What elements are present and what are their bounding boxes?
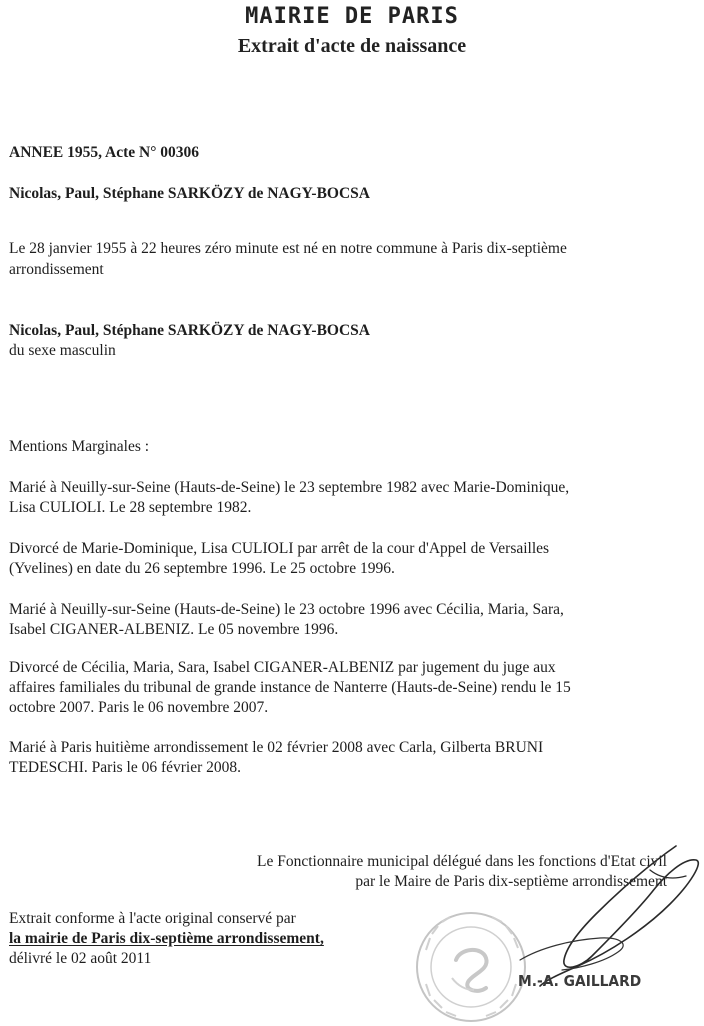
certification-line-1: Extrait conforme à l'acte original conservé par [9,910,296,927]
subject-name: Nicolas, Paul, Stéphane SARKÖZY de NAGY-BOCSA [9,185,370,202]
mention-5-line-2: TEDESCHI. Paris le 06 février 2008. [9,759,242,776]
mention-2-line-2: (Yvelines) en date du 26 septembre 1996. Le 25 octobre 1996. [9,560,395,577]
birth-statement-line-1: Le 28 janvier 1955 à 22 heures zéro minute est né en notre commune à Paris dix-septième [9,240,567,257]
issuing-mairie: la mairie de Paris dix-septième arrondissement, [9,930,324,947]
mention-4-line-1: Divorcé de Cécilia, Maria, Sara, Isabel CIGANER-ALBENIZ par jugement du juge aux [9,659,556,676]
subject-name-repeat: Nicolas, Paul, Stéphane SARKÖZY de NAGY-BOCSA [9,322,370,339]
document-title: MAIRIE DE PARIS [245,4,459,29]
mention-4-line-2: affaires familiales du tribunal de grande instance de Nanterre (Hauts-de-Seine) rendu le 15 [9,679,571,696]
document-subtitle: Extrait d'acte de naissance [237,35,467,57]
official-title-line-1: Le Fonctionnaire municipal délégué dans les fonctions d'Etat civil [257,853,667,870]
act-number: ANNEE 1955, Acte N° 00306 [9,144,200,161]
mention-1-line-1: Marié à Neuilly-sur-Seine (Hauts-de-Seine) le 23 septembre 1982 avec Marie-Dominique, [9,479,570,496]
mention-2-line-1: Divorcé de Marie-Dominique, Lisa CULIOLI par arrêt de la cour d'Appel de Versailles [9,540,550,557]
birth-statement-line-2: arrondissement [9,261,104,278]
subject-sex: du sexe masculin [9,342,116,359]
mention-3-line-1: Marié à Neuilly-sur-Seine (Hauts-de-Seine) le 23 octobre 1996 avec Cécilia, Maria, Sara, [9,601,564,618]
issue-date: délivré le 02 août 2011 [9,950,152,967]
mention-4-line-3: octobre 2007. Paris le 06 novembre 2007. [9,699,269,716]
mention-3-line-2: Isabel CIGANER-ALBENIZ. Le 05 novembre 1996. [9,621,339,638]
official-title-line-2: par le Maire de Paris dix-septième arrondissement [355,873,667,890]
mention-1-line-2: Lisa CULIOLI. Le 28 septembre 1982. [9,499,252,516]
mentions-heading: Mentions Marginales : [9,438,150,455]
mention-5-line-1: Marié à Paris huitième arrondissement le 02 février 2008 avec Carla, Gilberta BRUNI [9,739,544,756]
signatory-name: M.-A. GAILLARD [518,972,642,990]
